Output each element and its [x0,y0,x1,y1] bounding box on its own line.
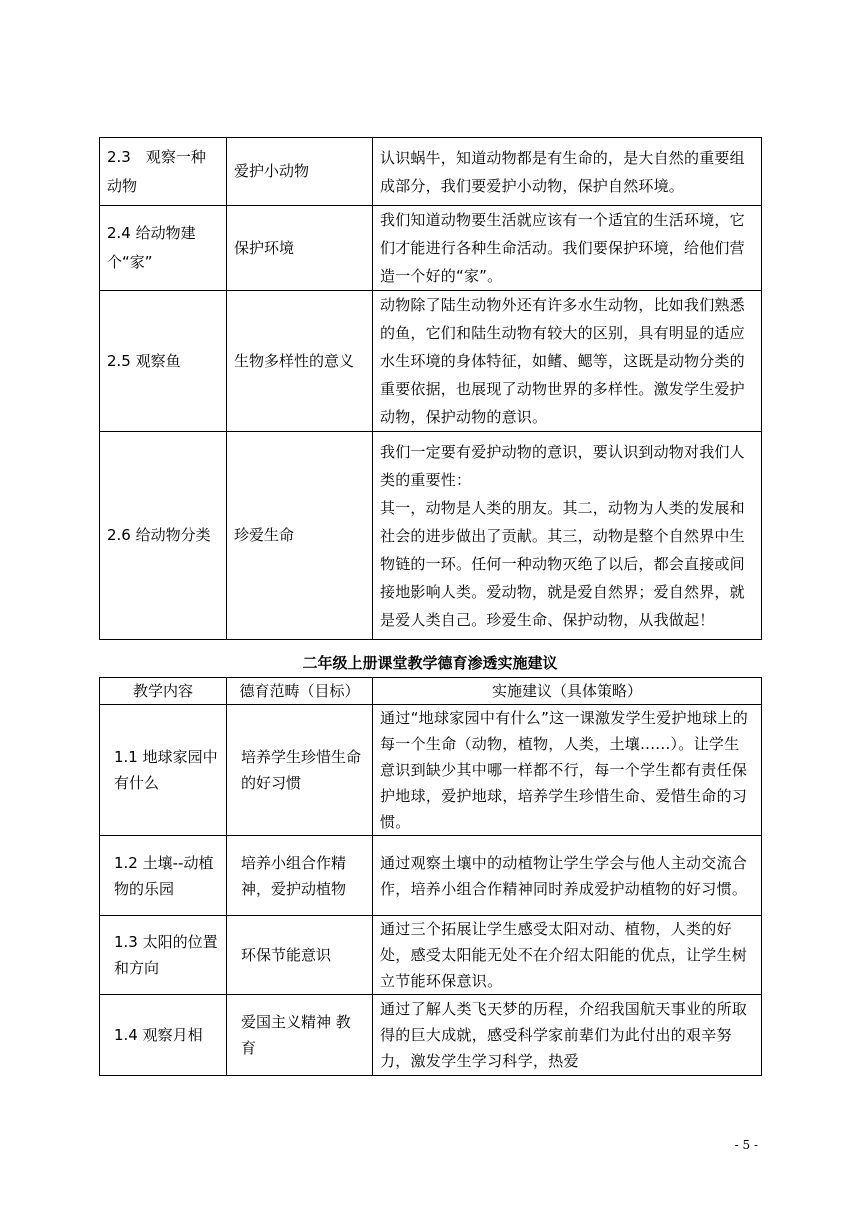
implementation-advice-cell: 通过三个拓展让学生感受太阳对动、植物，人类的好处，感受太阳能无处不在介绍太阳能的优点，让学生树立节能环保意识。 [373,916,762,995]
header-moral-category: 德育范畴（目标） [227,678,373,705]
page-number: - 5 - [734,1138,758,1152]
moral-category-cell: 爱护小动物 [227,138,373,206]
header-teaching-content: 教学内容 [100,678,227,705]
table-header-row [100,678,762,705]
implementation-advice-cell: 认识蜗牛，知道动物都是有生命的，是大自然的重要组成部分，我们要爱护小动物，保护自然环境。 [373,138,762,206]
table-row [100,291,762,432]
section-title: 二年级上册课堂教学德育渗透实施建议 [302,654,558,672]
table-row [100,705,762,836]
teaching-content-cell: 1.3 太阳的位置和方向 [100,916,227,995]
teaching-content-cell: 1.2 土壤--动植物的乐园 [100,836,227,916]
grade2-moral-education-table [99,677,762,1076]
moral-category-cell: 培养小组合作精神，爱护动植物 [227,836,373,916]
implementation-advice-cell [373,432,762,640]
moral-category-cell: 环保节能意识 [227,916,373,995]
teaching-content-cell: 2.3 观察一种动物 [100,138,227,206]
teaching-content-cell: 1.4 观察月相 [100,995,227,1076]
teaching-content-cell: 2.6 给动物分类 [100,432,227,640]
moral-category-cell: 珍爱生命 [227,432,373,640]
header-implementation-advice: 实施建议（具体策略） [373,678,762,705]
table-row [100,432,762,640]
table-row [100,138,762,206]
table-row [100,995,762,1076]
table-row [100,836,762,916]
moral-category-cell: 生物多样性的意义 [227,291,373,432]
table-row [100,916,762,995]
moral-education-table-continued [99,137,762,640]
implementation-advice-cell: 通过“地球家园中有什么”这一课激发学生爱护地球上的每一个生命（动物，植物，人类，土壤......）。让学生意识到缺少其中哪一样都不行，每一个学生都有责任保护地球，爱护地球，培养学生珍惜生命、爱惜生命的习惯。 [373,705,762,836]
implementation-advice-cell: 动物除了陆生动物外还有许多水生动物，比如我们熟悉的鱼，它们和陆生动物有较大的区别，具有明显的适应水生环境的身体特征，如鳍、鳃等，这既是动物分类的重要依据，也展现了动物世界的多样性。激发学生爱护动物，保护动物的意识。 [373,291,762,432]
implementation-advice-cell: 通过观察土壤中的动植物让学生学会与他人主动交流合作，培养小组合作精神同时养成爱护动植物的好习惯。 [373,836,762,916]
advice-line: 我们一定要有爱护动物的意识，要认识到动物对我们人类的重要性： [380,442,745,489]
implementation-advice-cell: 我们知道动物要生活就应该有一个适宜的生活环境，它们才能进行各种生命活动。我们要保护环境，给他们营造一个好的“家”。 [373,206,762,291]
advice-line: 其一，动物是人类的朋友。其二，动物为人类的发展和社会的进步做出了贡献。其三，动物是整个自然界中生物链的一环。任何一种动物灭绝了以后，都会直接或间接地影响人类。爱动物，就是爱自然界；爱自然界，就是爱人类自己。珍爱生命、保护动物，从我做起！ [380,498,745,629]
implementation-advice-cell: 通过了解人类飞天梦的历程，介绍我国航天事业的所取得的巨大成就，感受科学家前辈们为此付出的艰辛努力，激发学生学习科学，热爱 [373,995,762,1076]
teaching-content-cell: 2.4 给动物建个“家” [100,206,227,291]
moral-category-cell: 保护环境 [227,206,373,291]
moral-category-cell: 培养学生珍惜生命的好习惯 [227,705,373,836]
table-row [100,206,762,291]
teaching-content-cell: 1.1 地球家园中有什么 [100,705,227,836]
teaching-content-cell: 2.5 观察鱼 [100,291,227,432]
moral-category-cell: 爱国主义精神 教育 [227,995,373,1076]
